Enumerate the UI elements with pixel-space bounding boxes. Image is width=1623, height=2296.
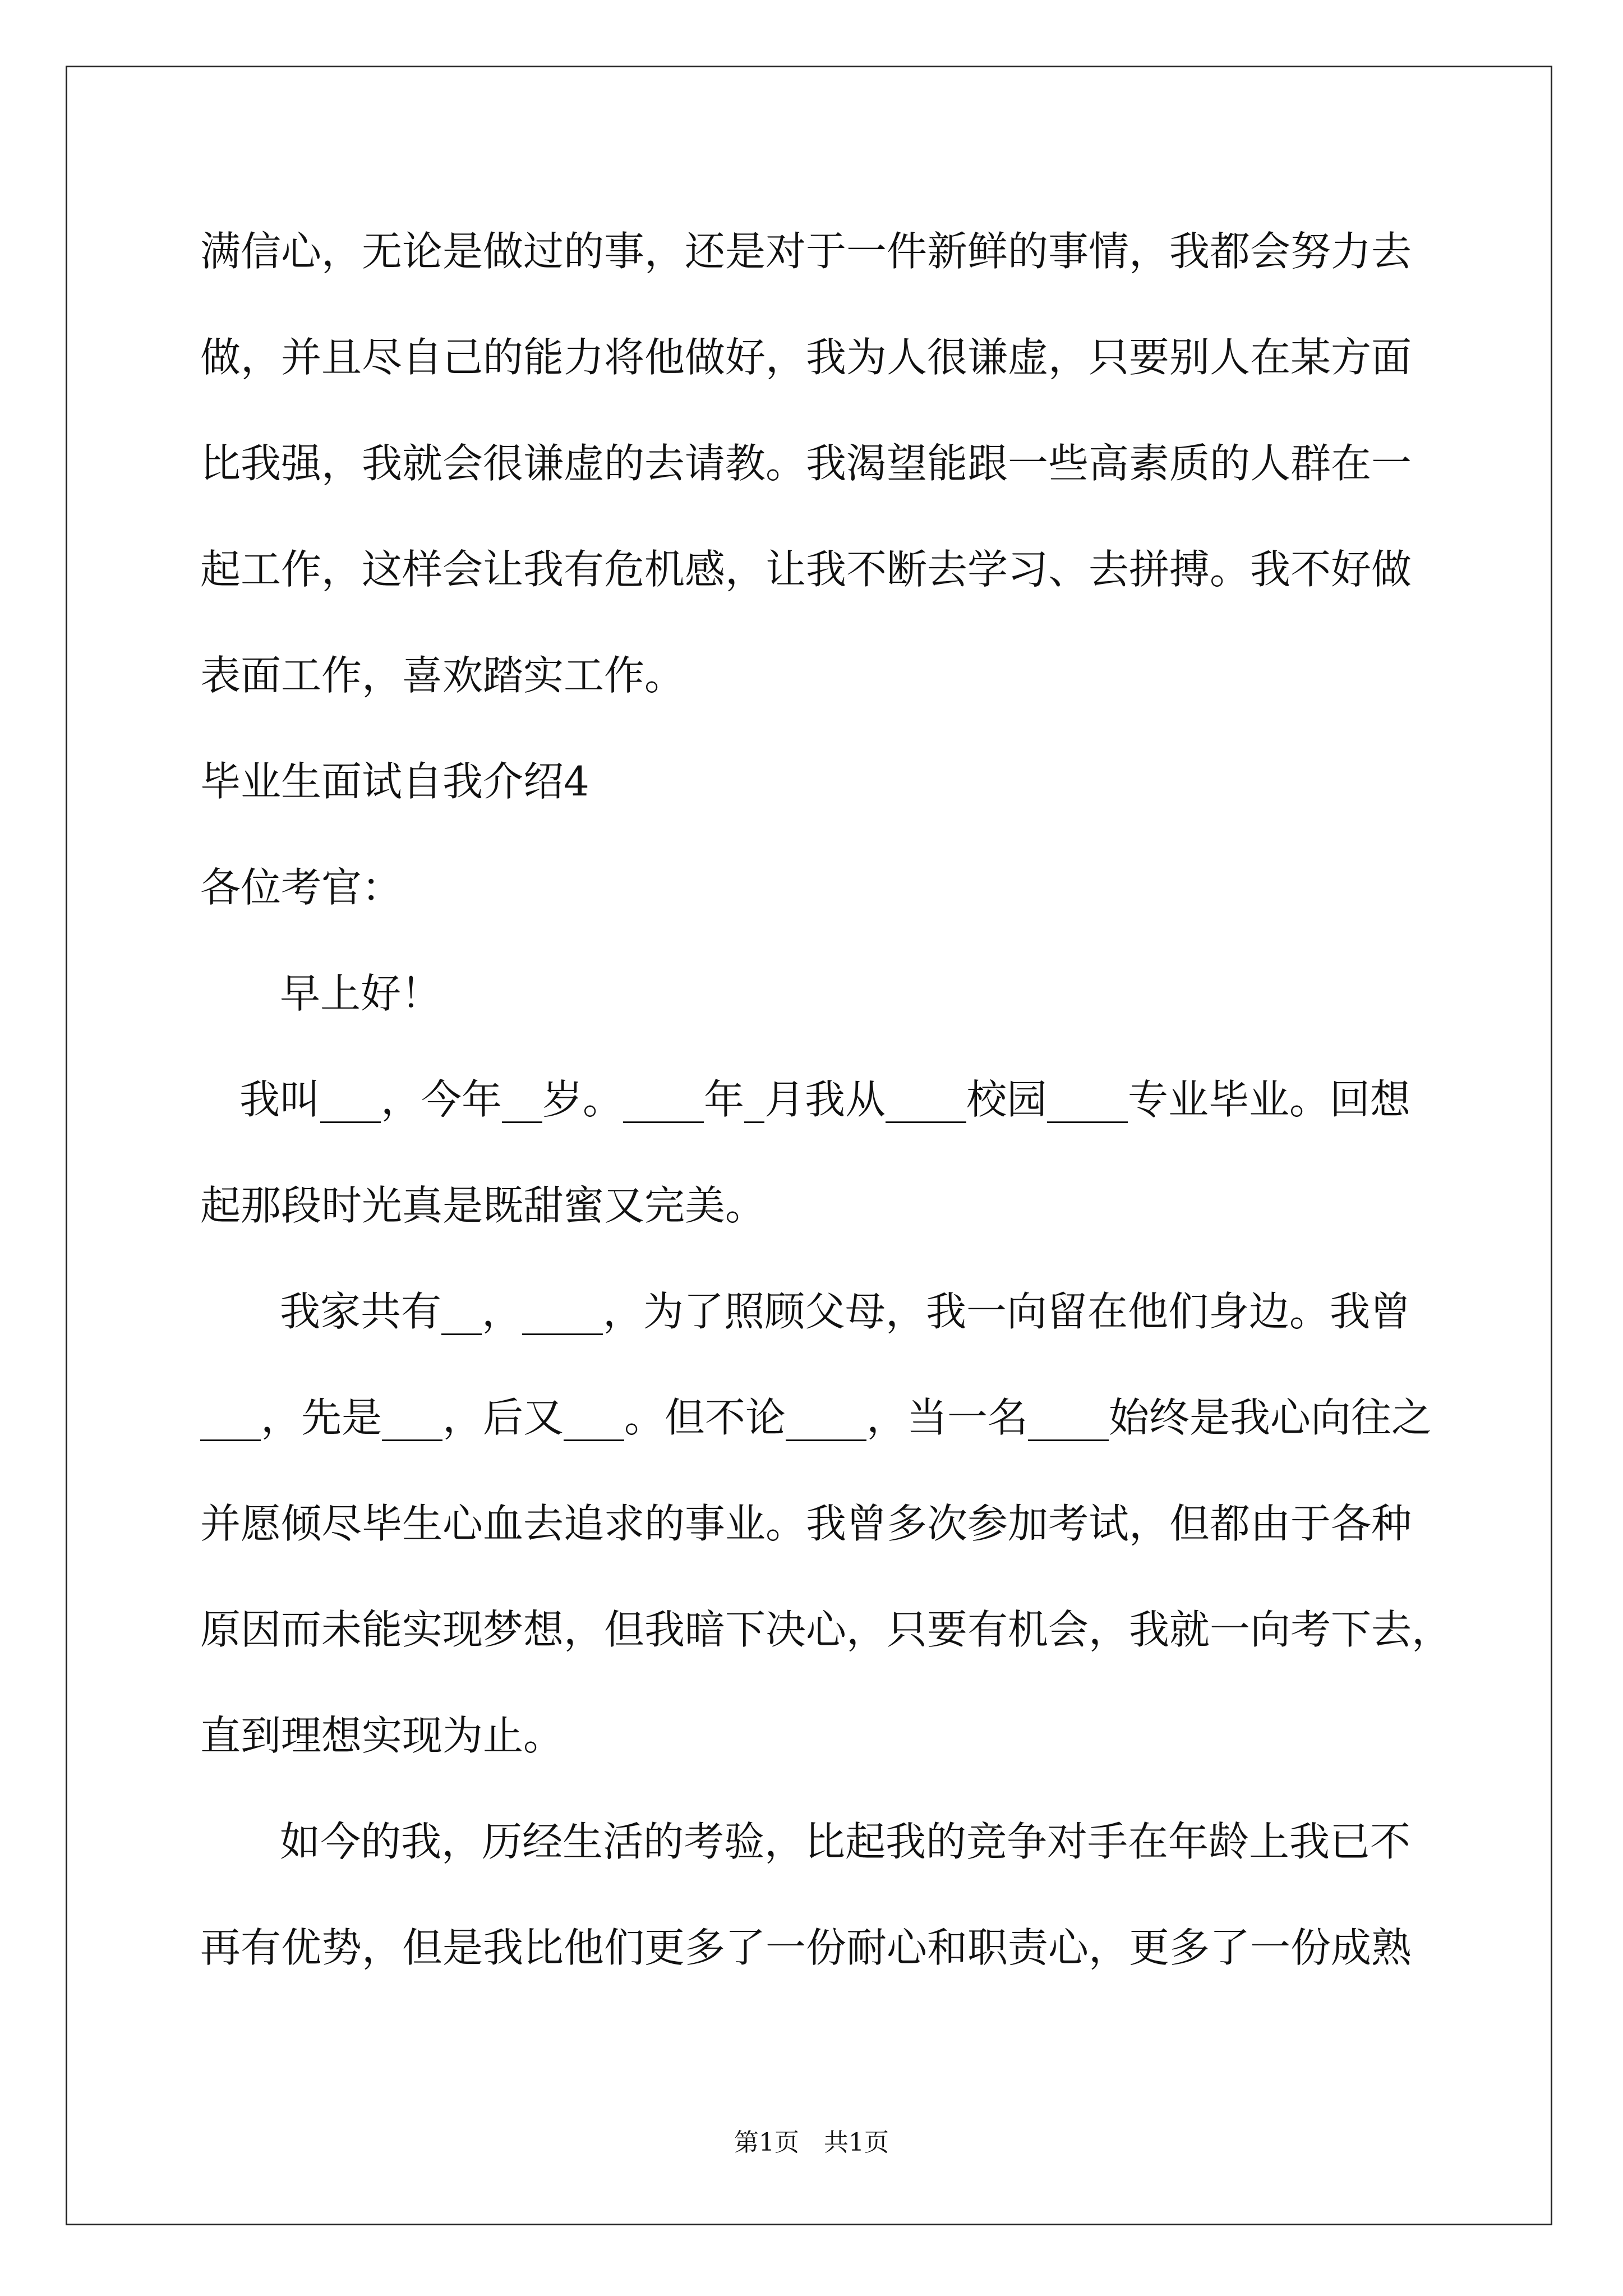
text-line: 做，并且尽自己的能力将他做好，我为人很谦虚，只要别人在某方面 bbox=[200, 334, 1412, 381]
text-line: 表面工作，喜欢踏实工作。 bbox=[200, 652, 685, 699]
text-line: 起那段时光真是既甜蜜又完美。 bbox=[200, 1182, 766, 1229]
paragraph-present bbox=[200, 1789, 1490, 2001]
text-line: 原因而未能实现梦想，但我暗下决心，只要有机会，我就一向考下去， bbox=[200, 1606, 1453, 1653]
text-line: 我家共有__，____，为了照顾父母，我一向留在他们身边。我曾 bbox=[280, 1288, 1411, 1335]
text-line: 满信心，无论是做过的事，还是对于一件新鲜的事情，我都会努力去 bbox=[200, 228, 1412, 275]
page-number-footer: 第1页 共1页 bbox=[734, 2128, 889, 2157]
salutation: 各位考官： bbox=[200, 864, 403, 911]
continuation-paragraph bbox=[200, 199, 1490, 729]
text-line: 比我强，我就会很谦虚的去请教。我渴望能跟一些高素质的人群在一 bbox=[200, 440, 1412, 487]
text-line: 如今的我，历经生活的考验，比起我的竞争对手在年龄上我已不 bbox=[280, 1818, 1411, 1865]
section-heading: 毕业生面试自我介绍4 bbox=[200, 758, 589, 805]
greeting: 早上好！ bbox=[280, 970, 442, 1017]
text-line: 直到理想实现为止。 bbox=[200, 1712, 564, 1759]
text-line: 起工作，这样会让我有危机感，让我不断去学习、去拼搏。我不好做 bbox=[200, 546, 1412, 593]
paragraph-introduction bbox=[200, 1047, 1490, 1259]
text-line: 再有优势，但是我比他们更多了一份耐心和职责心，更多了一份成熟 bbox=[200, 1924, 1412, 1971]
text-line: 并愿倾尽毕生心血去追求的事业。我曾多次参加考试，但都由于各种 bbox=[200, 1500, 1412, 1547]
document-body bbox=[200, 199, 1490, 2001]
text-line: 我叫___，今年__岁。____年_月我从____校园____专业毕业。回想 bbox=[239, 1076, 1411, 1123]
text-line: ___，先是___，后又___。但不论____，当一名____始终是我心向往之 bbox=[200, 1394, 1432, 1441]
paragraph-family bbox=[200, 1259, 1490, 1789]
